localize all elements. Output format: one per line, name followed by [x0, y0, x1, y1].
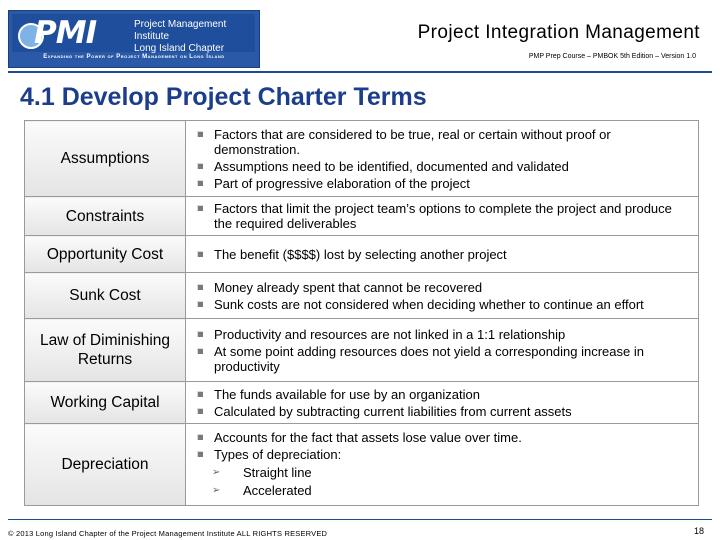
definition-cell [186, 273, 699, 319]
table-row [25, 197, 699, 236]
slide-title: 4.1 Develop Project Charter Terms [20, 83, 427, 111]
bullet-item: Factors that limit the project team’s options to complete the project and produce the required deliverables [194, 201, 692, 231]
bullet-item: Factors that are considered to be true, real or certain without proof or demonstration. [194, 127, 692, 157]
page-number: 18 [693, 526, 704, 536]
logo-banner [12, 14, 255, 52]
definition-cell [186, 236, 699, 273]
table-row [25, 382, 699, 424]
term-cell: Depreciation [25, 424, 186, 506]
logo-org-line1: Project Management Institute [134, 19, 227, 42]
table-row [25, 273, 699, 319]
terms-table [24, 120, 699, 506]
sub-bullet-item: ➢ Straight line [212, 465, 692, 480]
logo-org-line2: Long Island Chapter [134, 43, 225, 54]
term-cell: Sunk Cost [25, 273, 186, 319]
header-divider [8, 71, 712, 73]
bullet-item: The benefit ($$$$) lost by selecting another project [194, 247, 692, 262]
table-row [25, 319, 699, 382]
definition-cell [186, 319, 699, 382]
sub-bullet-item: ➢ Accelerated [212, 483, 692, 498]
term-cell: Constraints [25, 197, 186, 236]
logo-tagline: Expanding the Power of Project Management on Long Island [43, 54, 225, 60]
definition-cell [186, 121, 699, 197]
logo-mark: PMI [34, 15, 97, 51]
term-cell: Working Capital [25, 382, 186, 424]
pmi-logo [8, 10, 260, 68]
bullet-item: Sunk costs are not considered when deciding whether to continue an effort [194, 297, 692, 312]
bullet-item: Accounts for the fact that assets lose value over time. [194, 430, 692, 445]
definition-cell [186, 197, 699, 236]
bullet-item: Assumptions need to be identified, documented and validated [194, 159, 692, 174]
footer [8, 519, 712, 538]
table-row [25, 236, 699, 273]
header-title: Project Integration Management [417, 22, 700, 43]
copyright-notice: © 2013 Long Island Chapter of the Project Management Institute ALL RIGHTS RESERVED [8, 529, 328, 538]
table-row [25, 121, 699, 197]
bullet-item: Types of depreciation: [194, 447, 692, 462]
logo-org-name [134, 19, 255, 55]
bullet-item: Money already spent that cannot be recovered [194, 280, 692, 295]
bullet-item: Calculated by subtracting current liabilities from current assets [194, 404, 692, 419]
term-cell: Law of Diminishing Returns [25, 319, 186, 382]
bullet-item: The funds available for use by an organization [194, 387, 692, 402]
table-row [25, 424, 699, 506]
term-cell: Assumptions [25, 121, 186, 197]
bullet-item: Productivity and resources are not linked in a 1:1 relationship [194, 327, 692, 342]
term-cell: Opportunity Cost [25, 236, 186, 273]
bullet-item: At some point adding resources does not yield a corresponding increase in productivity [194, 344, 692, 374]
bullet-item: Part of progressive elaboration of the project [194, 176, 692, 191]
definition-cell [186, 382, 699, 424]
header-subtitle: PMP Prep Course – PMBOK 5th Edition – Version 1.0 [528, 53, 696, 60]
definition-cell [186, 424, 699, 506]
